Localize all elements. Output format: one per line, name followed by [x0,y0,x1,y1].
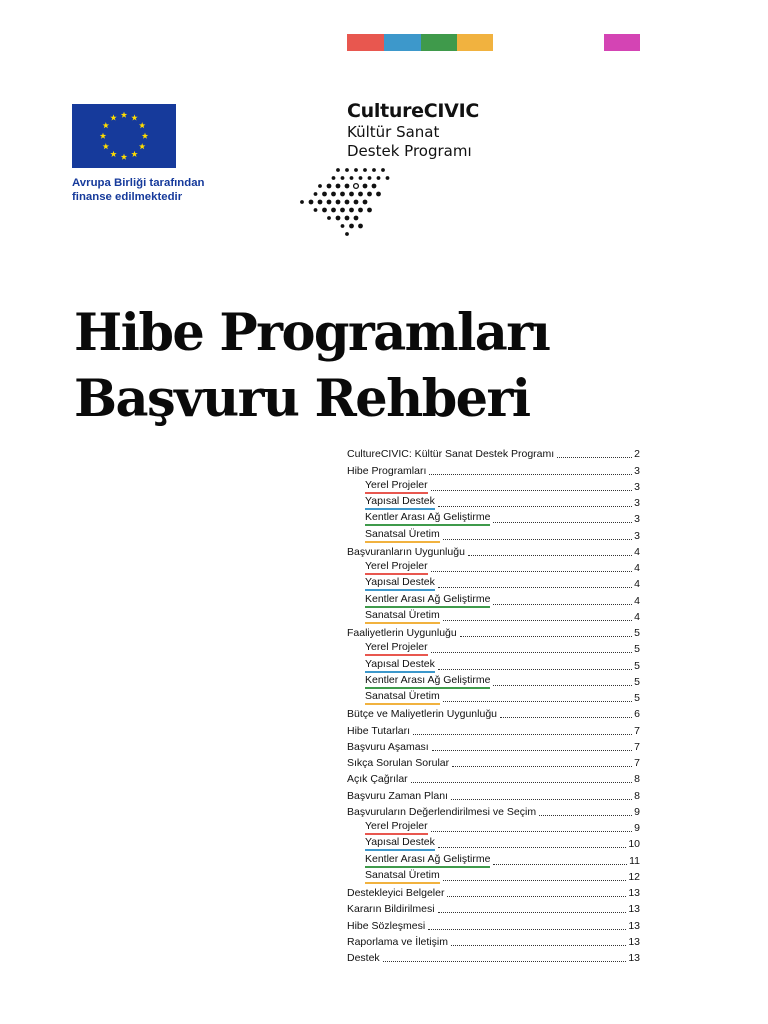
logo-dot [354,168,358,172]
toc-entry-label: Başvuru Aşaması [347,740,429,753]
color-bar-magenta [604,34,640,51]
toc-entry-label: Kentler Arası Ağ Geliştirme [365,511,490,526]
toc-entry-label: Destek [347,952,380,964]
logo-dot [327,184,332,189]
toc-leader-dots [443,880,627,881]
toc-entry-label: Sanatsal Üretim [365,609,440,624]
toc-leader-dots [451,945,626,946]
toc-entry[interactable] [347,933,640,949]
logo-dot [332,176,336,180]
toc-leader-dots [443,701,632,702]
toc-entry[interactable] [347,478,640,494]
toc-leader-dots [411,782,632,783]
toc-entry-label: Bütçe ve Maliyetlerin Uygunluğu [347,708,497,721]
toc-entry-page: 11 [629,854,640,867]
logo-dot [359,176,363,180]
toc-entry-page: 9 [634,805,640,818]
toc-entry[interactable] [347,673,640,689]
toc-entry-label: Başvuruların Değerlendirilmesi ve Seçim [347,805,537,818]
toc-entry-page: 5 [634,659,640,672]
toc-entry-label: Sanatsal Üretim [365,869,440,884]
toc-leader-dots [443,539,632,540]
toc-leader-dots [500,717,632,718]
logo-dot [336,184,341,189]
toc-entry-page: 4 [634,545,640,558]
toc-entry[interactable] [347,543,640,559]
toc-leader-dots [438,669,632,670]
toc-entry[interactable] [347,884,640,900]
logo-dot [331,192,336,197]
toc-leader-dots [428,929,626,930]
toc-entry-page: 10 [628,838,640,851]
toc-leader-dots [429,474,632,475]
logo-dot [345,216,350,221]
toc-leader-dots [493,864,627,865]
toc-entry[interactable] [347,445,640,461]
toc-leader-dots [431,571,633,572]
toc-entry[interactable] [347,608,640,624]
toc-entry[interactable] [347,575,640,591]
toc-leader-dots [438,587,632,588]
toc-entry-page: 3 [634,529,640,542]
logo-dot [309,200,314,205]
toc-leader-dots [383,961,627,962]
logo-dot [386,176,390,180]
logo-dot [354,184,359,189]
toc-entry[interactable] [347,494,640,510]
toc-entry-label: Kentler Arası Ağ Geliştirme [365,674,490,689]
toc-entry-page: 3 [634,464,640,477]
toc-entry-page: 7 [634,740,640,753]
toc-entry-label: Yapısal Destek [365,495,435,510]
toc-entry-label: Yerel Projeler [365,820,428,835]
toc-entry-label: Kararın Bildirilmesi [347,903,435,916]
toc-entry[interactable] [347,526,640,542]
logo-dot [345,200,350,205]
toc-entry-page: 8 [634,773,640,786]
color-bar-blue [384,34,421,51]
toc-entry-label: Yapısal Destek [365,836,435,851]
toc-entry[interactable] [347,640,640,656]
logo-dot [367,208,372,213]
toc-leader-dots [452,766,632,767]
logo-dot [354,200,359,205]
toc-entry-label: Başvuru Zaman Planı [347,789,448,802]
logo-dot [340,208,345,213]
toc-entry-page: 7 [634,757,640,769]
logo-dot [349,192,354,197]
table-of-contents [347,445,640,965]
toc-entry-page: 2 [634,448,640,461]
toc-entry-label: Hibe Tutarları [347,724,411,737]
toc-leader-dots [460,636,632,637]
title-line-1: Hibe Programları [74,303,550,363]
toc-entry-label: Açık Çağrılar [347,773,408,786]
toc-entry-page: 13 [628,887,640,899]
logo-dot [376,192,381,197]
toc-entry[interactable] [347,721,640,737]
toc-entry-page: 13 [628,903,640,916]
page-title [74,300,549,432]
toc-leader-dots [493,685,632,686]
toc-entry-label: Hibe Sözleşmesi [347,919,426,932]
logo-dot [354,216,359,221]
toc-entry[interactable] [347,819,640,835]
toc-leader-dots [431,490,633,491]
toc-entry[interactable] [347,835,640,851]
logo-dot [341,176,345,180]
logo-dot [336,168,340,172]
toc-entry[interactable] [347,900,640,916]
logo-dot [341,224,345,228]
toc-entry-page: 8 [634,789,640,802]
color-bar-green [421,34,457,51]
toc-entry-label: Sanatsal Üretim [365,690,440,705]
logo-dot [340,192,345,197]
toc-entry[interactable] [347,510,640,526]
toc-entry-label: Hibe Programları [347,464,427,477]
logo-dot [318,200,323,205]
logo-dot [367,192,372,197]
brand-subtitle-line-1: Kültür Sanat [347,123,440,141]
toc-entry-page: 9 [634,822,640,834]
toc-leader-dots [493,604,632,605]
brand-name: CultureCIVIC [347,100,479,122]
toc-entry-label: Sıkça Sorulan Sorular [347,757,450,769]
dot-arrow-logo-icon [294,164,410,274]
toc-entry-page: 4 [634,610,640,623]
color-bar-yellow [457,34,493,51]
toc-entry-page: 7 [634,724,640,737]
toc-leader-dots [413,734,632,735]
toc-leader-dots [443,620,632,621]
toc-entry-page: 6 [634,708,640,721]
toc-entry[interactable] [347,754,640,770]
toc-entry-page: 4 [634,594,640,607]
logo-dot [358,224,363,229]
logo-dot [381,168,385,172]
logo-dot [336,200,341,205]
logo-dot [372,184,377,189]
toc-entry-page: 13 [628,935,640,948]
toc-leader-dots [539,815,632,816]
logo-dot [318,184,322,188]
toc-entry-label: Kentler Arası Ağ Geliştirme [365,593,490,608]
toc-entry-label: Sanatsal Üretim [365,528,440,543]
toc-entry[interactable] [347,738,640,754]
toc-entry-page: 13 [628,952,640,964]
logo-dot [331,208,336,213]
logo-dot [345,232,349,236]
logo-dot [314,208,318,212]
toc-entry-page: 3 [634,480,640,493]
toc-leader-dots [447,896,626,897]
toc-entry-label: Yapısal Destek [365,576,435,591]
logo-dot [363,184,368,189]
toc-entry[interactable] [347,786,640,802]
toc-entry[interactable] [347,803,640,819]
toc-entry[interactable] [347,705,640,721]
toc-entry-label: CultureCIVIC: Kültür Sanat Destek Programı [347,448,555,461]
title-line-2: Başvuru Rehberi [74,369,530,429]
eu-flag-icon [72,104,176,168]
toc-entry-label: Yerel Projeler [365,560,428,575]
toc-leader-dots [557,457,632,458]
toc-leader-dots [432,750,632,751]
toc-leader-dots [493,522,632,523]
toc-entry-page: 5 [634,643,640,656]
logo-dot [363,200,368,205]
toc-entry-label: Yerel Projeler [365,479,428,494]
toc-entry-page: 4 [634,578,640,591]
toc-entry[interactable] [347,591,640,607]
brand-subtitle-line-2: Destek Programı [347,142,472,160]
toc-leader-dots [468,555,632,556]
toc-leader-dots [438,912,627,913]
toc-entry[interactable] [347,559,640,575]
logo-dot [322,208,327,213]
toc-entry[interactable] [347,461,640,477]
toc-entry-page: 12 [628,870,640,883]
logo-dot [345,168,349,172]
toc-entry-page: 5 [634,627,640,639]
logo-dot [358,208,363,213]
toc-entry[interactable] [347,624,640,640]
toc-entry-label: Raporlama ve İletişim [347,935,448,948]
logo-dot [350,176,354,180]
toc-entry[interactable] [347,656,640,672]
toc-entry-label: Yapısal Destek [365,658,435,673]
logo-dot [349,208,354,213]
toc-leader-dots [431,652,633,653]
logo-dot [368,176,372,180]
logo-dot [300,200,304,204]
logo-dot [322,192,327,197]
logo-dot [377,176,381,180]
toc-entry-page: 13 [628,919,640,932]
toc-entry-label: Başvuranların Uygunluğu [347,545,465,558]
logo-dot [327,200,332,205]
toc-entry-page: 3 [634,497,640,509]
eu-caption-line-1: Avrupa Birliği tarafından [72,177,205,189]
toc-entry-page: 5 [634,692,640,704]
logo-dot [345,184,350,189]
logo-dot [372,168,376,172]
toc-entry-page: 3 [634,513,640,526]
toc-leader-dots [438,847,626,848]
eu-funding-caption [72,176,272,204]
logo-dot [336,216,341,221]
toc-leader-dots [438,506,632,507]
color-bar-red [347,34,384,51]
toc-entry-page: 5 [634,675,640,688]
toc-entry-label: Yerel Projeler [365,641,428,656]
toc-entry[interactable] [347,949,640,965]
brand-logo [347,100,479,161]
logo-dot [363,168,367,172]
logo-dot [327,216,331,220]
toc-entry-label: Faaliyetlerin Uygunluğu [347,627,457,639]
toc-entry[interactable] [347,916,640,932]
toc-leader-dots [451,799,632,800]
logo-dot [358,192,363,197]
toc-entry-label: Kentler Arası Ağ Geliştirme [365,853,490,868]
toc-entry-page: 4 [634,562,640,574]
logo-dot [314,192,318,196]
toc-leader-dots [431,831,633,832]
toc-entry[interactable] [347,770,640,786]
toc-entry[interactable] [347,689,640,705]
toc-entry-label: Destekleyici Belgeler [347,887,445,899]
toc-entry[interactable] [347,851,640,867]
toc-entry[interactable] [347,868,640,884]
eu-caption-line-2: finanse edilmektedir [72,191,183,203]
logo-dot [349,224,354,229]
